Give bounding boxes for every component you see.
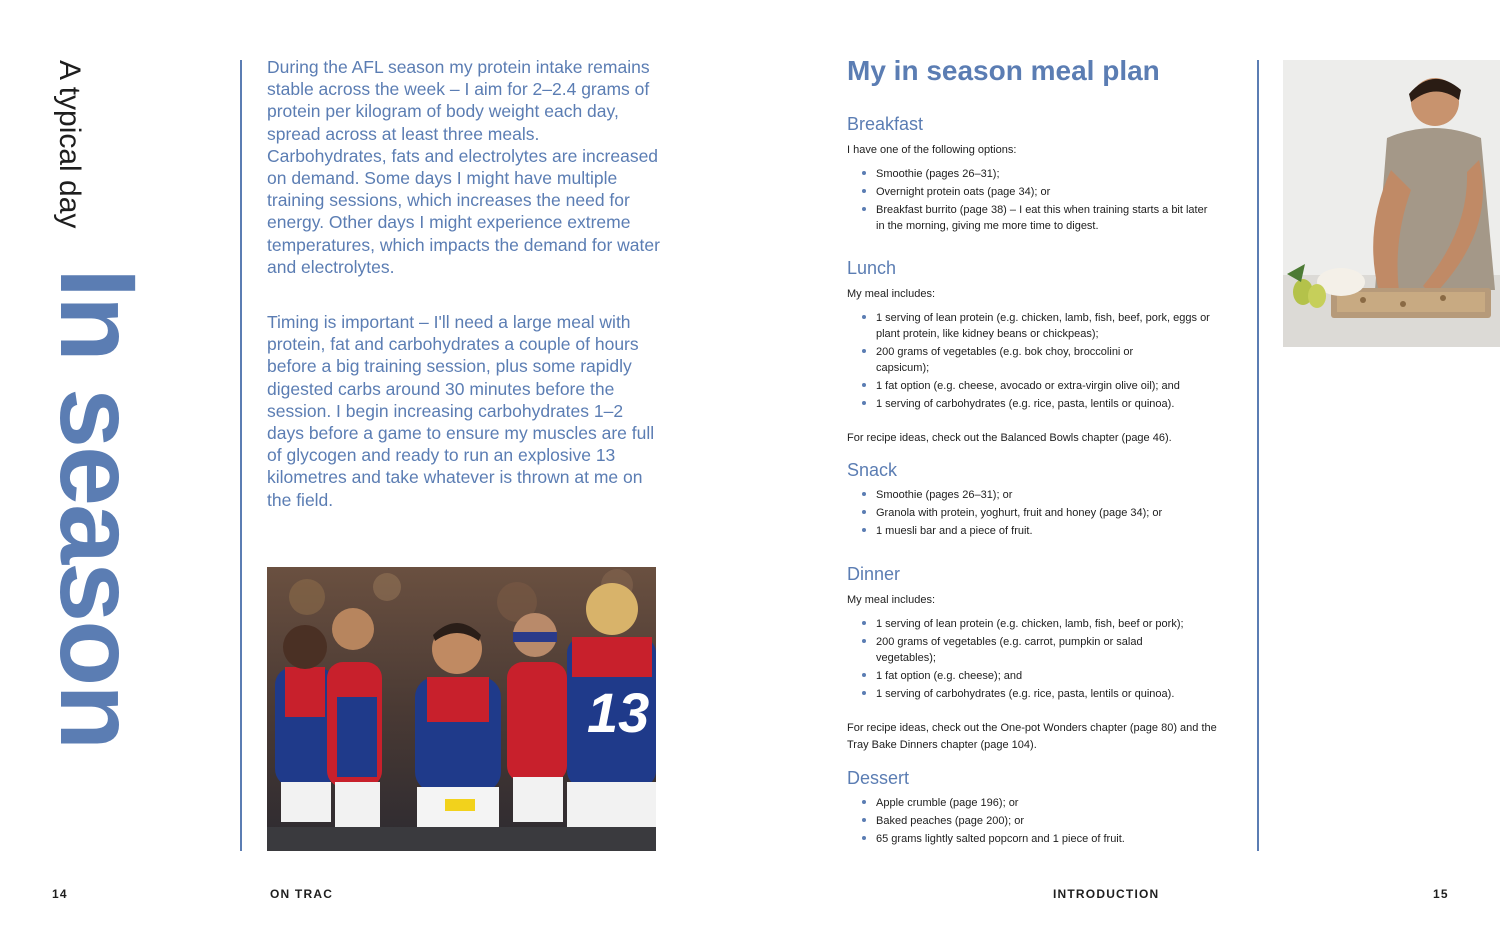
snack-heading: Snack: [847, 460, 898, 480]
list-item: Smoothie (pages 26–31); or: [862, 487, 1242, 503]
list-item: 65 grams lightly salted popcorn and 1 piece of fruit.: [862, 831, 1242, 847]
list-item: 1 serving of lean protein (e.g. chicken, lamb, fish, beef, pork, eggs or plant protein, like kidney beans or chickpeas);: [862, 310, 1216, 342]
lunch-note: For recipe ideas, check out the Balanced Bowls chapter (page 46).: [847, 432, 1172, 444]
snack-list: [862, 487, 1242, 541]
chef-preparing-food-photo: [1283, 60, 1500, 347]
lunch-list: [862, 310, 1242, 414]
dinner-heading: Dinner: [847, 564, 901, 584]
players-celebrating-photo: [267, 567, 656, 851]
list-item: Baked peaches (page 200); or: [862, 813, 1242, 829]
dessert-list: [862, 795, 1242, 849]
list-item: 200 grams of vegetables (e.g. bok choy, broccolini or capsicum);: [862, 344, 1176, 376]
right-page-number: 15: [1433, 887, 1449, 901]
list-item: 1 serving of lean protein (e.g. chicken, lamb, fish, beef or pork);: [862, 616, 1242, 632]
breakfast-heading: Breakfast: [847, 114, 924, 134]
left-page-number: 14: [52, 887, 68, 901]
list-item: 200 grams of vegetables (e.g. carrot, pumpkin or salad vegetables);: [862, 634, 1176, 666]
lunch-heading: Lunch: [847, 258, 897, 278]
list-item: Apple crumble (page 196); or: [862, 795, 1242, 811]
left-divider: [240, 60, 242, 851]
list-item: 1 serving of carbohydrates (e.g. rice, pasta, lentils or quinoa).: [862, 686, 1242, 702]
dinner-intro: My meal includes:: [847, 594, 936, 606]
left-running-head: ON TRAC: [270, 887, 334, 901]
right-divider: [1257, 60, 1259, 851]
dessert-heading: Dessert: [847, 768, 910, 788]
intro-paragraph-2: Timing is important – I'll need a large meal with protein, fat and carbohydrates a couple of hours before a big training session, plus some rapidly digested carbs around 30 minutes before the session. I begin increasing carbohydrates 1–2 days before a game to ensure my muscles are full of glycogen and ready to run an explosive 13 kilometres and take whatever is thrown at me on the field.: [267, 312, 655, 510]
list-item: 1 fat option (e.g. cheese); and: [862, 668, 1242, 684]
list-item: Smoothie (pages 26–31);: [862, 166, 1242, 182]
intro-paragraph-1: During the AFL season my protein intake remains stable across the week – I aim for 2–2.4 grams of protein per kilogram of body weight each day, spread across at least three meals. Carbohydrates, fats and electrolytes are increased on demand. Some days I might have multiple training sessions, which increases the need for energy. Other days I might experience extreme temperatures, which impacts the demand for water and electrolytes.: [267, 57, 660, 277]
list-item: Breakfast burrito (page 38) – I eat this when training starts a bit later in the morning, giving me more time to digest.: [862, 202, 1216, 234]
jersey-number: 13: [587, 681, 650, 744]
meal-plan-title: My in season meal plan: [847, 55, 1160, 86]
list-item: 1 serving of carbohydrates (e.g. rice, pasta, lentils or quinoa).: [862, 396, 1242, 412]
dinner-note: For recipe ideas, check out the One-pot Wonders chapter (page 80) and the Tray Bake Dinners chapter (page 104).: [847, 722, 1217, 751]
list-item: Granola with protein, yoghurt, fruit and honey (page 34); or: [862, 505, 1242, 521]
breakfast-list: [862, 166, 1242, 236]
list-item: Overnight protein oats (page 34); or: [862, 184, 1242, 200]
list-item: 1 muesli bar and a piece of fruit.: [862, 523, 1242, 539]
breakfast-intro: I have one of the following options:: [847, 144, 1017, 156]
list-item: 1 fat option (e.g. cheese, avocado or extra-virgin olive oil); and: [862, 378, 1242, 394]
section-title: In season: [38, 268, 159, 749]
dinner-list: [862, 616, 1242, 704]
right-running-head: INTRODUCTION: [1053, 887, 1160, 901]
lunch-intro: My meal includes:: [847, 288, 936, 300]
section-kicker: A typical day: [53, 60, 86, 229]
